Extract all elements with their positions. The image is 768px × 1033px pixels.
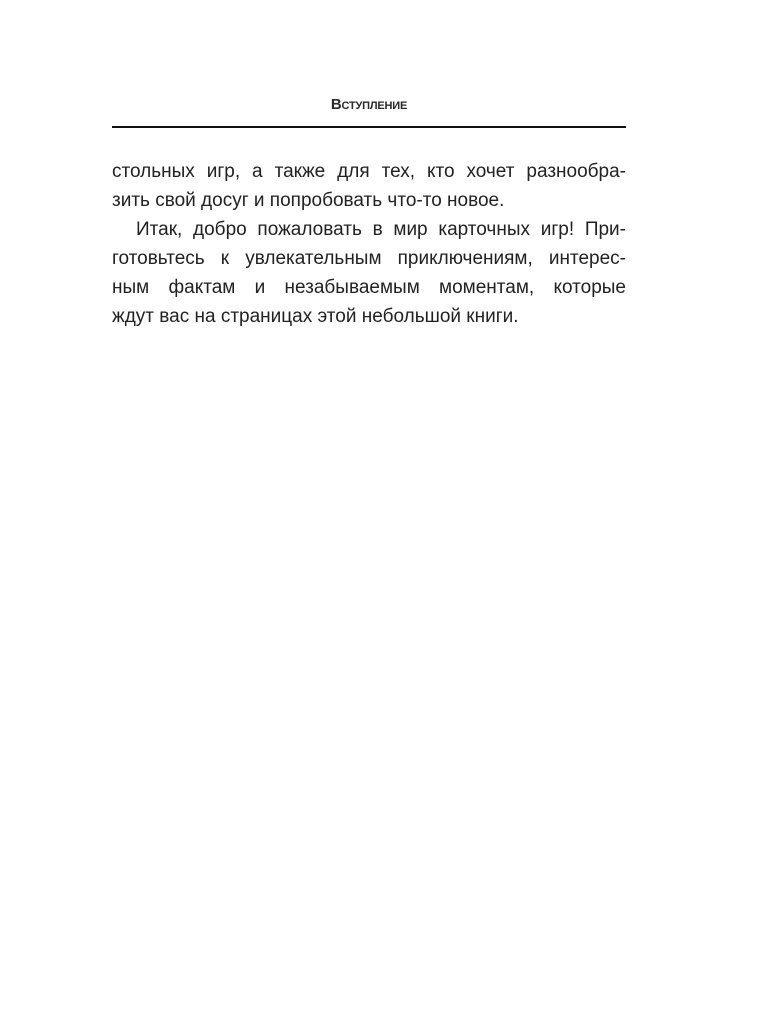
paragraph [112,157,626,215]
body-text [112,157,626,331]
text-line: готовьтесь к увлекательным приключениям, интерес- [112,248,626,269]
running-head-title: Вступление [330,96,408,113]
text-line: ным фактам и незабываемым моментам, которые [112,277,626,298]
text-line: ждут вас на страницах этой небольшой книги. [112,306,519,327]
paragraph [112,215,626,331]
text-line: зить свой досуг и попробовать что-то новое. [112,190,505,211]
text-line: стольных игр, а также для тех, кто хочет разнообра- [112,161,626,182]
header-rule [112,126,626,128]
text-line: Итак, добро пожаловать в мир карточных игр! При- [136,219,626,240]
